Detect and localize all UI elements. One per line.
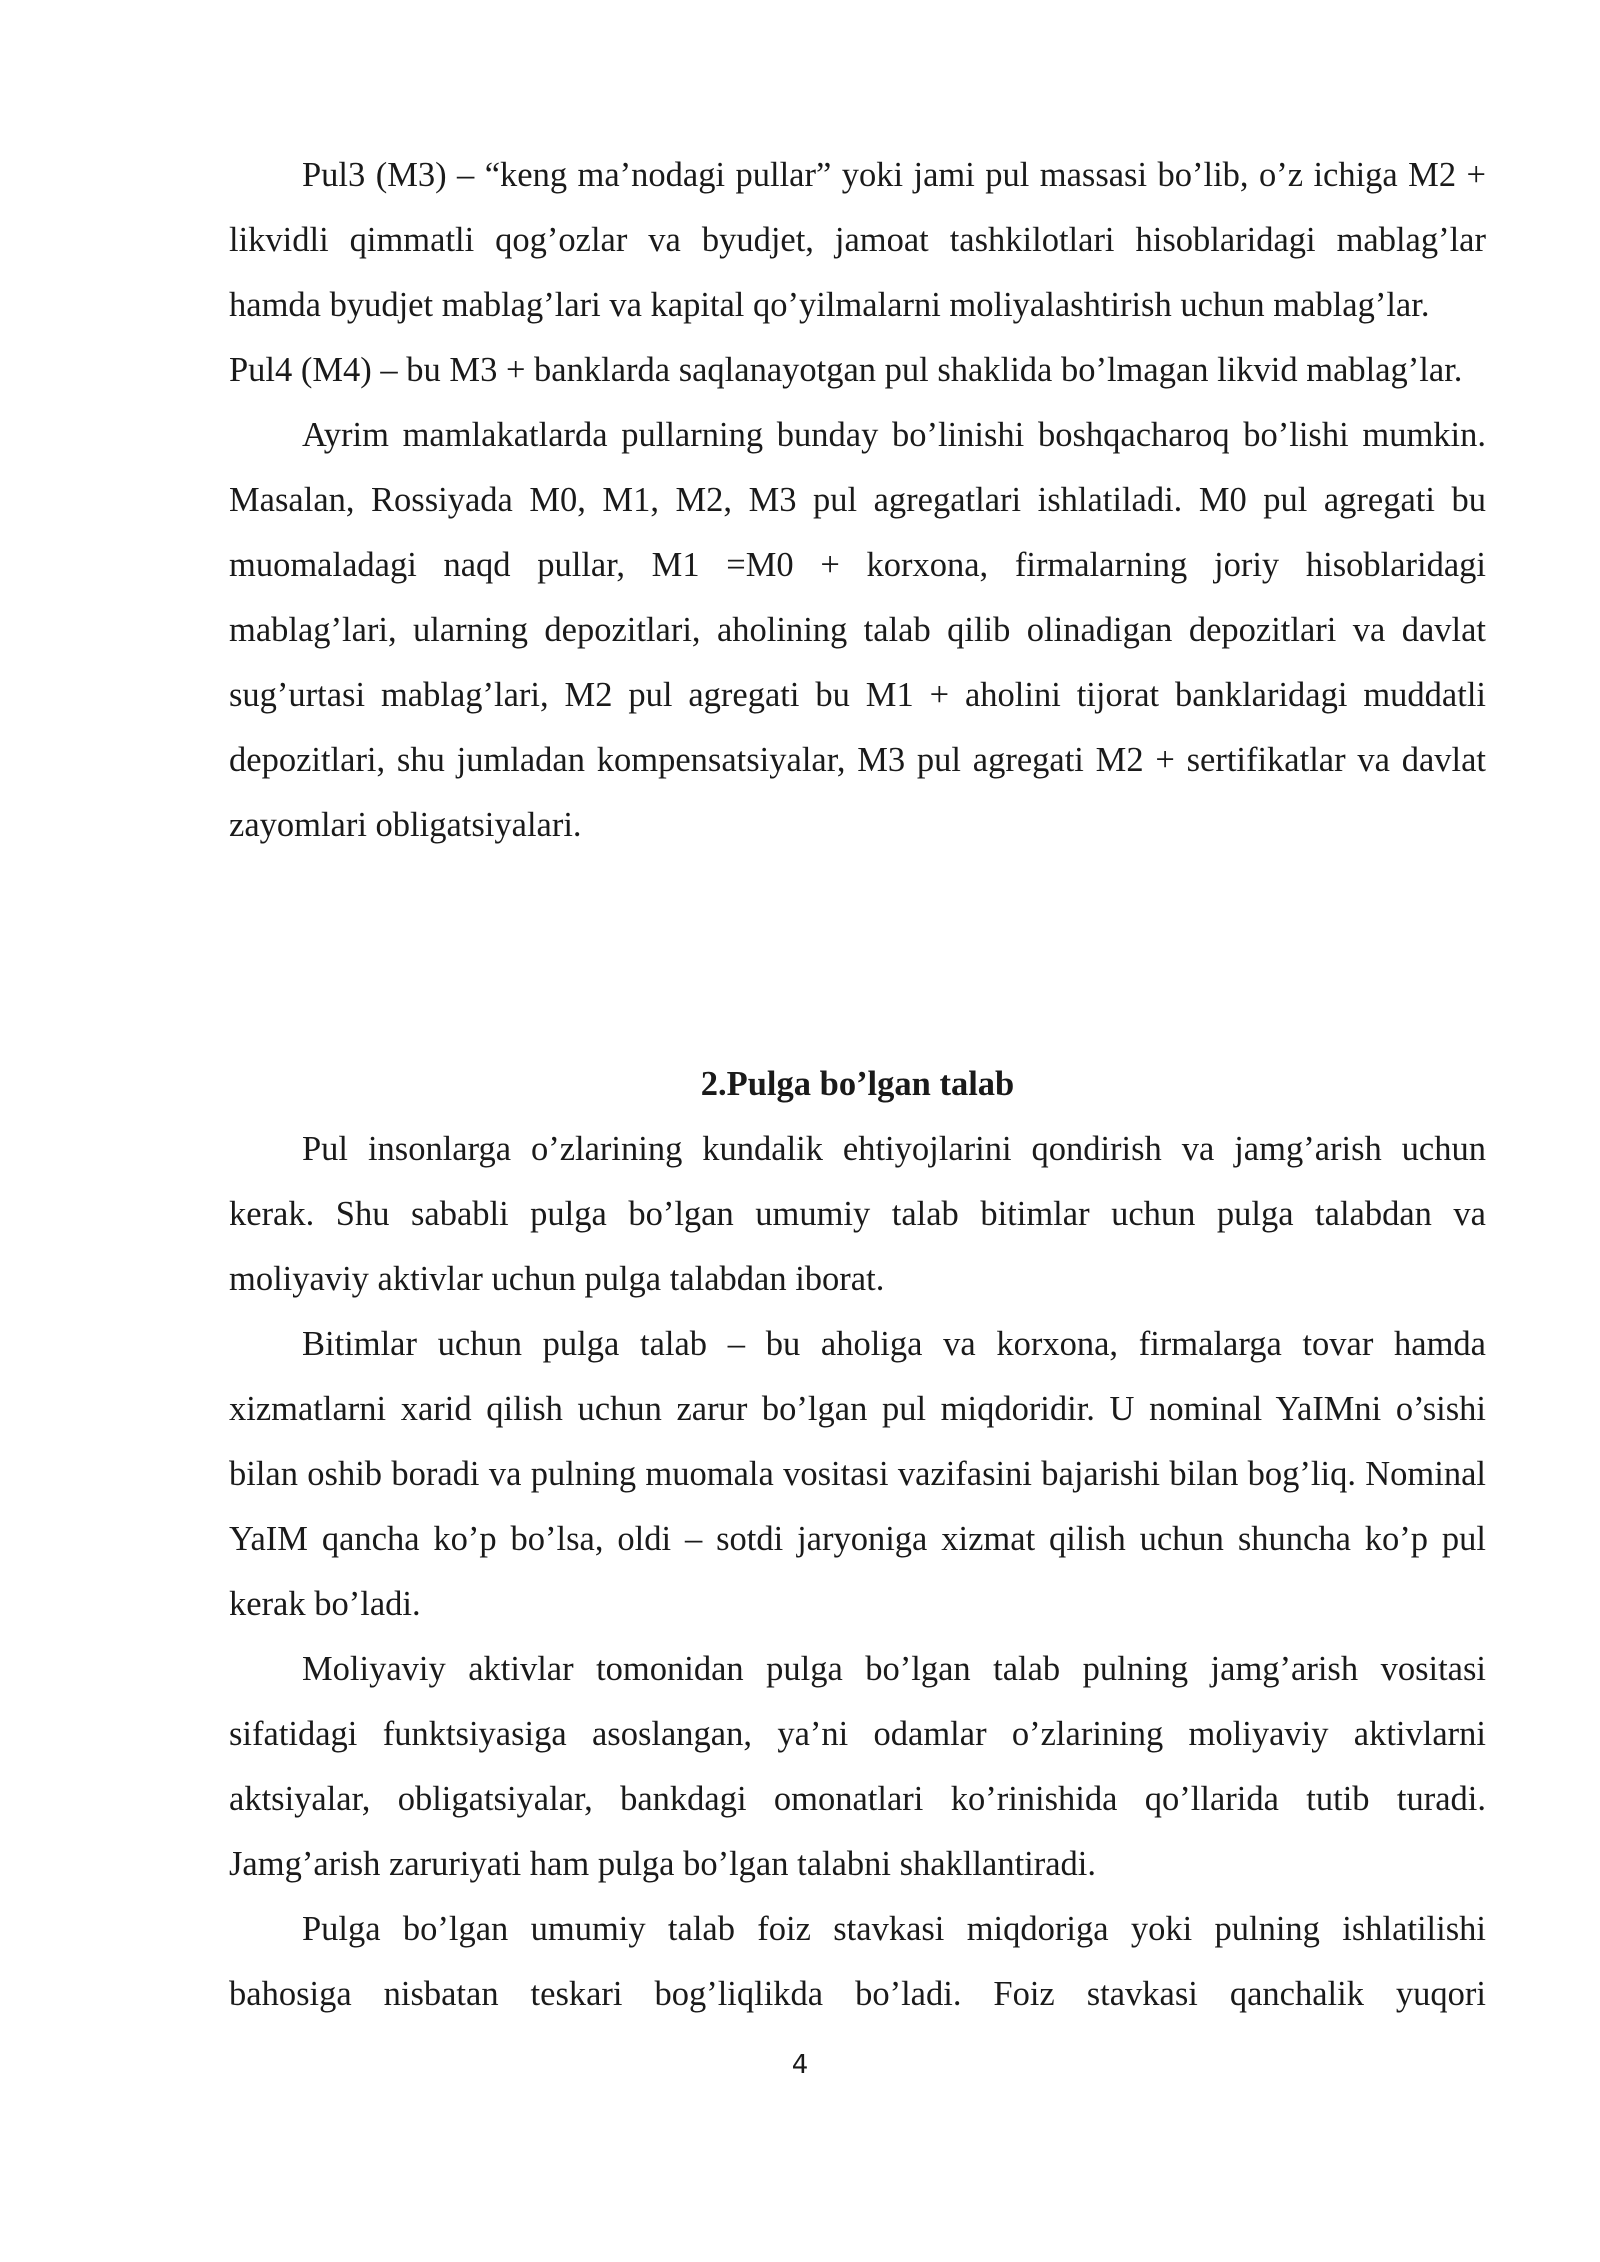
paragraph-transaction-demand: Bitimlar uchun pulga talab – bu aholiga va korxona, firmalarga tovar hamda xizmatlarni xarid qilish uchun zarur bo’lgan pul miqdoridir. U nominal YaIMni o’sishi bilan oshib boradi va pulning muomala vositasi vazifasini bajarishi bilan bog’liq. Nominal YaIM qancha ko’p bo’lsa, oldi – sotdi jaryoniga xizmat qilish uchun shuncha ko’p pul kerak bo’ladi. (229, 1325, 1486, 1623)
section-1-body (229, 143, 1486, 858)
paragraph-m3-definition: Pul3 (M3) – “keng ma’nodagi pullar” yoki jami pul massasi bo’lib, o’z ichiga M2 + likvidli qimmatli qog’ozlar va byudjet, jamoat tashkilotlari hisoblaridagi mablag’lar hamda byudjet mablag’lari va kapital qo’yilmalarni moliyalashtirish uchun mablag’lar. (229, 156, 1486, 324)
page-number: 4 (791, 2050, 809, 2080)
paragraph-aggregates-russia: Ayrim mamlakatlarda pullarning bunday bo’linishi boshqacharoq bo’lishi mumkin. Masalan, Rossiyada M0, M1, M2, M3 pul agregatlari ishlatiladi. M0 pul agregati bu muomaladagi naqd pullar, M1 =M0 + korxona, firmalarning joriy hisoblaridagi mablag’lari, ularning depozitlari, aholining talab qilib olinadigan depozitlari va davlat sug’urtasi mablag’lari, M2 pul agregati bu M1 + aholini tijorat banklaridagi muddatli depozitlari, shu jumladan kompensatsiyalar, M3 pul agregati M2 + sertifikatlar va davlat zayomlari obligatsiyalari. (229, 416, 1486, 844)
paragraph-m4-definition: Pul4 (M4) – bu M3 + banklarda saqlanayotgan pul shaklida bo’lmagan likvid mablag’lar. (229, 351, 1463, 389)
section-heading: 2.Pulga bo’lgan talab (700, 1065, 1015, 1103)
paragraph-asset-demand: Moliyaviy aktivlar tomonidan pulga bo’lgan talab pulning jamg’arish vositasi sifatidagi funktsiyasiga asoslangan, ya’ni odamlar o’zlarining moliyaviy aktivlarni aktsiyalar, obligatsiyalar, bankdagi omonatlari ko’rinishida qo’llarida tutib turadi. Jamg’arish zaruriyati ham pulga bo’lgan talabni shakllantiradi. (229, 1650, 1486, 1883)
paragraph-demand-intro: Pul insonlarga o’zlarining kundalik ehtiyojlarini qondirish va jamg’arish uchun kerak. Shu sababli pulga bo’lgan umumiy talab bitimlar uchun pulga talabdan va moliyaviy aktivlar uchun pulga talabdan iborat. (229, 1130, 1486, 1298)
paragraph-interest-rate: Pulga bo’lgan umumiy talab foiz stavkasi miqdoriga yoki pulning ishlatilishi bahosiga nisbatan teskari bog’liqlikda bo’ladi. Foiz stavkasi qanchalik yuqori (229, 1910, 1486, 2013)
section-2-body (229, 1052, 1486, 2027)
